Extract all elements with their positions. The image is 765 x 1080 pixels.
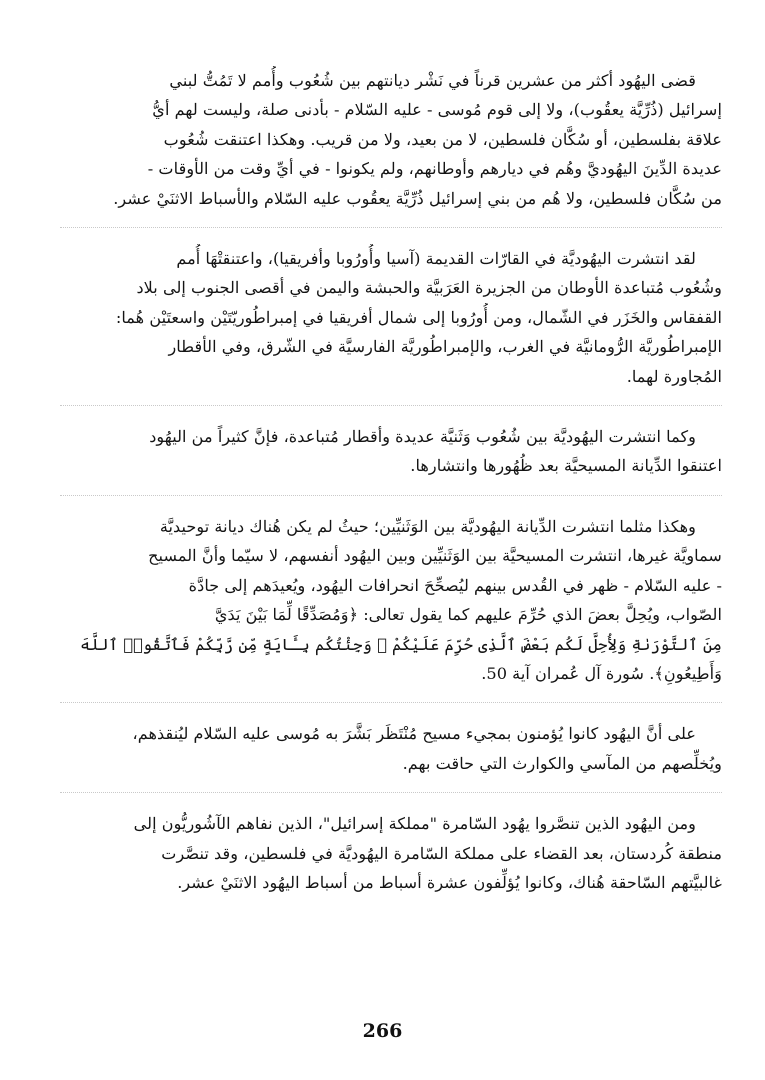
text-line: المُجاورة لهما.	[626, 366, 722, 386]
text-line: قضى اليهُود أكثر من عشرين قرناً في نَشْر ديانتهم بين شُعُوب وأُمم لا تَمُتُّ لبني	[169, 71, 696, 90]
text-line: غالبيَّتهم السّاحقة هُناك، وكانوا يُؤلِّفون عشرة أسباط من أسباط اليهُود الاثنَيْ عشر.	[177, 872, 722, 892]
text-line: الصّواب، ويُحِلَّ بعضَ الذي حُرِّمَ عليهم كما يقول تعالى: ﴿وَمُصَدِّقًا لِّمَا بَيْنَ يَدَيَّ	[214, 605, 722, 625]
text-line: لقد انتشرت اليهُوديَّة في القارّات القديمة (آسيا وأُورُوبا وأفريقيا)، واعتنقتْهَا أُمم	[176, 249, 696, 269]
text-line: اعتنقوا الدِّيانة المسيحيَّة بعد ظُهُورها وانتشارها.	[410, 456, 722, 476]
paragraph-2	[60, 244, 722, 406]
text-line: وشُعُوب مُتباعدة الأوطان من الجزيرة العَرَبيَّة والحبشة واليمن في أقصى الجنوب إلى بلاد	[136, 278, 722, 298]
paragraph-1	[60, 66, 722, 228]
text-line: وكما انتشرت اليهُوديَّة بين شُعُوب وَثَنيَّة عديدة وأقطار مُتباعدة، فإنَّ كثيراً من اليهُود	[149, 427, 696, 447]
text-line: - عليه السّلام - ظهر في القُدس بينهم ليُصحِّحَ انحرافات اليهُود، ويُعيدَهم إلى جادَّة	[188, 575, 722, 595]
text-line: علاقة بفلسطين، أو سُكَّان فلسطين، لا من بعيد، ولا من قريب. وهكذا اعتنقت شُعُوب	[163, 129, 722, 149]
paragraph-3	[60, 422, 722, 496]
text-line: إسرائيل (ذُرِّيَّة يعقُوب)، ولا إلى قوم مُوسى - عليه السّلام - بأدنى صلة، وليست لهم أيُّ	[152, 100, 722, 120]
paragraph-4	[60, 512, 722, 703]
quran-verse-line: مِنَ ٱلتَّوْرَىٰةِ وَلِأُحِلَّ لَكُم بَعْضَ ٱلَّذِى حُرِّمَ عَلَيْكُمْ ۚ وَجِئْتُكُم بِـَٔايَةٍ مِّن رَّبِّكُمْ فَٱتَّقُوا۟ ٱللَّهَ	[80, 634, 722, 654]
text-line: ويُخلِّصهم من المآسي والكوارث التي حاقت بهم.	[402, 753, 722, 773]
text-line: وَأَطِيعُونِ﴾. سُورة آل عُمران آية 50.	[481, 663, 722, 683]
text-line: منطقة كُردستان، بعد القضاء على مملكة السّامرة اليهُوديَّة في فلسطين، وقد تنصَّرت	[161, 843, 722, 863]
paragraph-6	[60, 809, 722, 911]
text-line: وهكذا مثلما انتشرت الدِّيانة اليهُوديَّة بين الوَثَنيِّين؛ حيثُ لم يكن هُناك ديانة توحيديَّة	[159, 516, 696, 536]
text-line: على أنَّ اليهُود كانوا يُؤمنون بمجيء مسيح مُنْتَظَر بَشَّرَ به مُوسى عليه السّلام ليُنقذهم،	[132, 724, 696, 744]
paragraph-5	[60, 719, 722, 793]
text-line: القفقاس والخَزَر في الشّمال، ومن أُورُوبا إلى شمال أفريقيا في إمبراطُوريّتَيْن واسعتَيْن هُما:	[115, 307, 722, 327]
text-line: من سُكَّان فلسطين، ولا هُم من بني إسرائيل ذُرِّيَّة يعقُوب عليه السّلام والأسباط الاثنَيْ عشر.	[113, 188, 722, 208]
text-line: الإمبراطُوريَّة الرُّومانيَّة في الغرب، والإمبراطُوريَّة الفارسيَّة في الشّرق، وفي الأقطار	[168, 337, 722, 357]
page-body	[60, 66, 722, 927]
page-number: 266	[362, 1020, 403, 1042]
text-line: ومن اليهُود الذين تنصَّروا يهُود السّامرة "مملكة إسرائيل"، الذين نفاهم الآشُوريُّون إلى	[133, 814, 696, 834]
text-line: عديدة الدِّينَ اليهُوديَّ وهُم في ديارهم وأوطانهم، ولم يكونوا - في أيِّ وقت من الأوقات -	[147, 159, 722, 179]
text-line: سماويَّة غيرها، انتشرت المسيحيَّة بين الوَثَنيِّين وبين اليهُود أنفسهم، لا سيّما وأنَّ المسيح	[148, 546, 722, 566]
